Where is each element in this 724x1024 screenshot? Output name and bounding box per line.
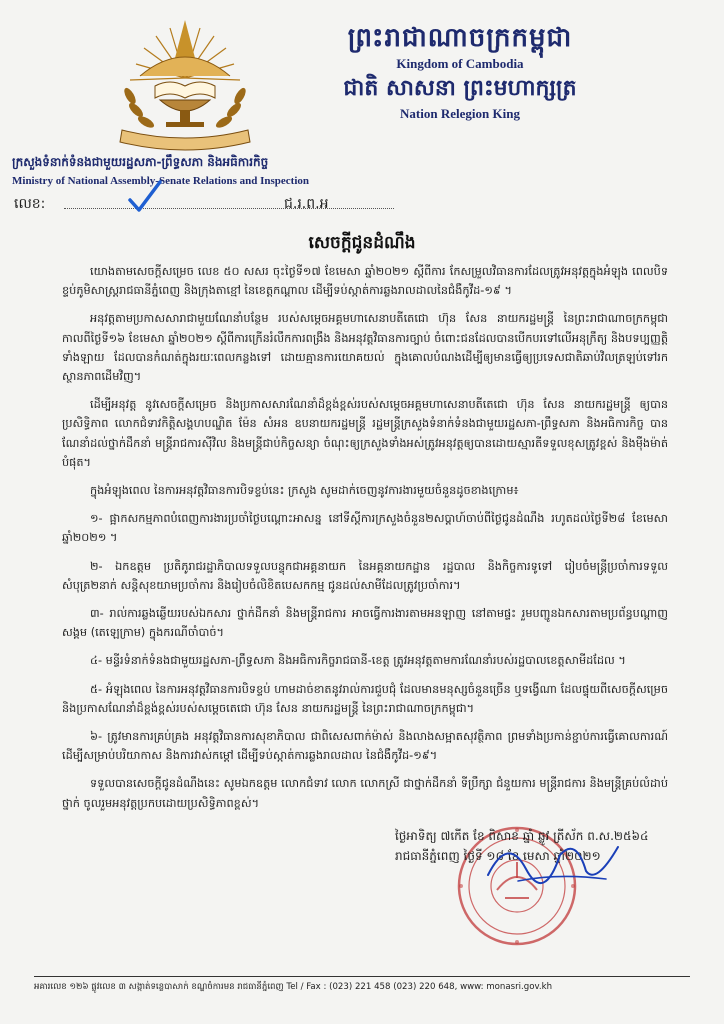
list-item-6: ៦- ត្រូវមានការគ្រប់គ្រង អនុវត្តវិធានការសុខាភិបាល ជាពិសេសពាក់ម៉ាស់ និងលាងសម្អាតសុវត្ថិភាព ព្រមទាំងប្រកាន់ខ្ជាប់ការធ្វើគោលការណ៍ ដើម្បីសម្រាប់បរិយាកាស និងការវាស់កម្តៅ ដើម្បីទប់ស្កាត់ការឆ្លងរាលដាល នៃជំងឺកូវីដ-១៩។ [62,730,668,763]
list-item-3: ៣- រាល់ការឆ្លងឆ្លើយរបស់ឯកសារ ថ្នាក់ដឹកនាំ និងមន្ត្រីរាជការ អាចធ្វើការងារតាមអនឡាញ នៅតាមផ្ទះ រួមបញ្ជូនឯកសារតាមប្រព័ន្ធបណ្តាញសង្គម (តេឡេក្រាម) ក្នុងករណីចាំបាច់។ [62,607,668,640]
motto-kh: ជាតិ សាសនា ព្រះមហាក្សត្រ [343,76,577,101]
list-item-2: ២- ឯកឧត្តម ប្រតិភូរាជរដ្ឋាភិបាលទទួលបន្ទុកជាអគ្គនាយក នៃអគ្គនាយកដ្ឋាន រដ្ឋបាល និងកិច្ចការទូទៅ រៀបចំមន្ត្រីប្រចាំការទទួលសំបុត្រ២នាក់ សន្តិសុខយាមប្រចាំការ និងរៀបចំលិខិតបេសកកម្ម ជូនដល់សាមីដែលត្រូវប្រចាំការ។ [62,559,668,592]
kingdom-header [330,22,590,122]
reference-dotted-rule [64,208,394,209]
list-item-1: ១- ផ្អាកសកម្មភាពបំពេញការងារប្រចាំថ្ងៃបណ្តោះអាសន្ន នៅទីស្តីការក្រសួងចំនួន២សប្តាហ៍ចាប់ពីថ្ងៃជូនដំណឹង រហូតដល់ថ្ងៃទី២៨ ខែមេសា ឆ្នាំ២០២១ ។ [62,512,668,545]
paragraph-implementation: ដើម្បីអនុវត្ត នូវសេចក្តីសម្រេច និងប្រកាសសារណែនាំដ៏ខ្ពង់ខ្ពស់របស់សម្តេចអគ្គមហាសេនាបតីតេជោ ហ៊ុន សែន នាយករដ្ឋមន្ត្រី ឲ្យបានប្រសិទ្ធិភាព លោកជំទាវកិត្តិសង្គហបណ្ឌិត ម៉ែន សំអន ឧបនាយករដ្ឋមន្ត្រី រដ្ឋមន្ត្រីក្រសួងទំនាក់ទំនងជាមួយរដ្ឋសភា-ព្រឹទ្ធសភា និងអធិការកិច្ច បានណែនាំដល់ថ្នាក់ដឹកនាំ មន្ត្រីរាជការស៊ីវិល និងមន្ត្រីជាប់កិច្ចសន្យា ចំណុះឲ្យក្រសួងទាំងអស់ត្រូវអនុវត្តឲ្យបានដោយស្មារតីទទួលខុសត្រូវខ្ពស់ និងម៉ឺងម៉ាត់បំផុត។ [62,398,668,469]
kingdom-title-en: Kingdom of Cambodia [396,56,524,71]
signature-icon [478,825,628,895]
ministry-emblem-icon [100,18,270,153]
reference-label: លេខ: [14,196,46,212]
date-solar: រាជធានីភ្នំពេញ ថ្ងៃទី ១៨ ខែ មេសា ឆ្នាំ២០២១ [395,849,601,863]
ministry-name-en: Ministry of National Assembly-Senate Relations and Inspection [12,175,310,187]
footer-address: អគារលេខ ១២៦ ផ្លូវលេខ ៣ សង្កាត់ទន្លេបាសាក់ ខណ្ឌចំការមន រាជធានីភ្នំពេញ Tel / Fax : (023) 221 458 (023) 220 648, www: monasri.gov.kh [34,982,553,992]
paragraph-directive: អនុវត្តតាមប្រកាសសារាជាមួយណែនាំបន្ថែម របស់សម្តេចអគ្គមហាសេនាបតីតេជោ ហ៊ុន សែន នាយករដ្ឋមន្ត្រី នៃព្រះរាជាណាចក្រកម្ពុជា កាលពីថ្ងៃទី១៦ ខែមេសា ឆ្នាំ២០២១ ស្តីពីការក្រើនរំលឹកការពង្រឹង និងអនុវត្តវិធានការច្បាប់ ចំពោះជនដែលបានបើកបរទៅលើអនុក្រឹត្យ និងបទប្បញ្ញត្តិទាំងឡាយ ដែលបានកំណត់ក្នុងរយៈពេលកន្លងទៅ ដោយគ្មានការយោគយល់ ក្នុងគោលបំណងដើម្បីឲ្យមានធ្វើឲ្យប្រទេសជាតិឆាប់វិលត្រឡប់ទៅរកស្ថានភាពដើមវិញ។ [62,312,668,384]
date-lunar: ថ្ងៃអាទិត្យ ៧កើត ខែ ពិសាខ ឆ្នាំ ឆ្លូវ ត្រីស័ក ព.ស.២៥៦៤ [395,829,649,843]
check-mark-icon [124,178,164,218]
ministry-block [12,154,432,187]
paragraph-reference: យោងតាមសេចក្តីសម្រេច លេខ ៥០ សសរ ចុះថ្ងៃទី១៧ ខែមេសា ឆ្នាំ២០២១ ស្តីពីការ កែសម្រួលវិធានការដែលត្រូវអនុវត្តក្នុងអំឡុង ពេលបិទខ្ទប់ភូមិសាស្ត្ររាជធានីភ្នំពេញ និងក្រុងតាខ្មៅ នៃខេត្តកណ្តាល ដើម្បីទប់ស្កាត់ការឆ្លងរាលដាលនៃជំងឺកូវីដ-១៩ ។ [62,265,668,298]
motto-en: Nation Relegion King [400,106,520,121]
document-body [62,262,668,822]
reference-code: ជ.រ.ព.អ [284,196,329,212]
document-title: សេចក្តីជូនដំណឹង [308,233,416,253]
reference-line [12,192,412,218]
paragraph-list-intro: ក្នុងអំឡុងពេល នៃការអនុវត្តវិធានការបិទខ្ទប់នេះ ក្រសួង សូមដាក់ចេញនូវការងារមួយចំនួនដូចខាងក្រោម៖ [90,484,519,498]
kingdom-title-kh: ព្រះរាជាណាចក្រកម្ពុជា [347,23,573,53]
list-item-4: ៤- មន្ទីរទំនាក់ទំនងជាមួយរដ្ឋសភា-ព្រឹទ្ធសភា និងអធិការកិច្ចរាជធានី-ខេត្ត ត្រូវអនុវត្តតាមការណែនាំរបស់រដ្ឋបាលខេត្តសាមីដដែល ។ [90,654,626,668]
ministry-name-kh: ក្រសួងទំនាក់ទំនងជាមួយរដ្ឋសភា-ព្រឹទ្ធសភា និងអធិការកិច្ច [12,155,269,169]
list-item-5: ៥- អំឡុងពេល នៃការអនុវត្តវិធានការបិទខ្ទប់ ហាមដាច់ខាតនូវរាល់ការជួបជុំ ដែលមានមនុស្សចំនួនច្រើន ឬទង្វើណា ដែលផ្ទុយពីសេចក្តីសម្រេច និងប្រកាសណែនាំដ៏ខ្ពង់ខ្ពស់របស់សម្តេចតេជោ ហ៊ុន សែន នាយករដ្ឋមន្ត្រី នៃព្រះរាជាណាចក្រកម្ពុជា។ [62,682,668,715]
footer-divider [34,976,690,977]
paragraph-closing: ទទួលបានសេចក្តីជូនដំណឹងនេះ សូមឯកឧត្តម លោកជំទាវ លោក លោកស្រី ជាថ្នាក់ដឹកនាំ ទីប្រឹក្សា ជំនួយការ មន្ត្រីរាជការ និងមន្ត្រីគ្រប់លំដាប់ថ្នាក់ ចូលរួមអនុវត្តប្រកបដោយប្រសិទ្ធិភាពខ្ពស់។ [62,777,668,810]
